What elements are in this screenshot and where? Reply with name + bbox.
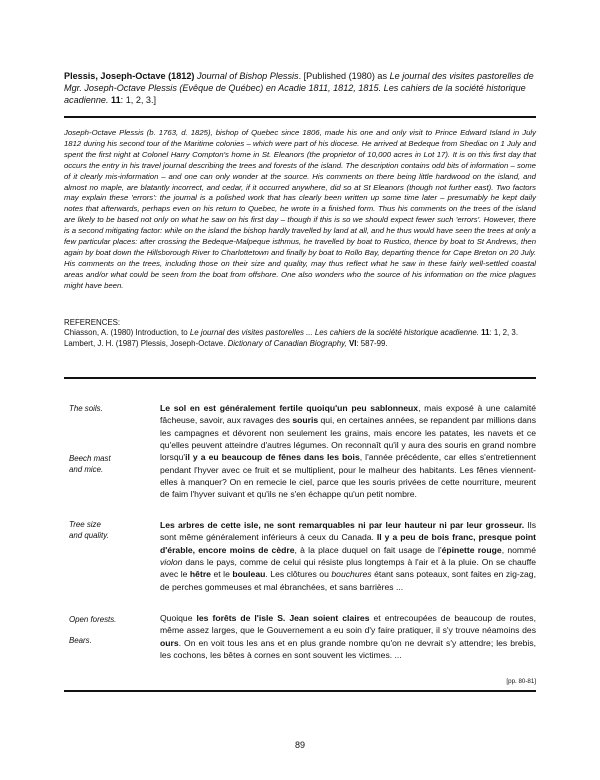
references-heading: REFERENCES: — [64, 318, 121, 327]
entry-header — [64, 70, 536, 107]
divider-bottom — [64, 690, 536, 692]
divider-top — [64, 116, 536, 118]
divider-middle — [64, 377, 536, 379]
text-block-soils: Le sol en est généralement fertile quoiqu'un peu sablonneux, mais exposé à une calamité fâcheuse, savoir, aux ravages des souris qui, en certaines années, se repandent par millions dans les campagnes et dévorent non seulement les grains, mais encore les patates, les navets et ce qu'elles peuvent atteindre d'autres légumes. On reconnaît qu'il y aura des souris en grand nombre lorsqu'il y a eu beaucoup de fênes dans les bois, l'année précédente, car elles s'entretiennent pendant l'hyver avec ce fruit et se multiplient, pour le malheur des habitants. Les fênes viennent-elles à manquer? On en remecie le ciel, parce que les souris privées de cette nourriture, meurent de faim l'hyver suivant et qu'ils ne s'en échappe qu'un petit nombre. — [160, 403, 536, 500]
margin-note-beech: Beech mast and mice. — [69, 454, 111, 474]
entry-title: Journal of Bishop Plessis — [196, 71, 299, 81]
entry-volume: 11 — [111, 95, 121, 106]
references — [64, 318, 536, 349]
page-number: 89 — [294, 740, 305, 750]
margin-note-forests: Open forests. — [69, 615, 117, 624]
entry-pub-title: Le journal des visites pastorelles de Mgr. Joseph-Octave Plessis (Evêque de Québec) en Acadie 1811, 1812, 1815. Les cahiers de la société historique acadienne. — [64, 71, 534, 106]
document-page — [64, 0, 536, 780]
margin-note-soils: The soils. — [69, 404, 103, 413]
editor-summary: Joseph-Octave Plessis (b. 1763, d. 1825), bishop of Quebec since 1806, made his one and only visit to Prince Edward Island in July 1812 during his second tour of the Maritime colonies – which were part of his diocese. He arrived at Bedeque from Shediac on 1 July and spent the first night at Colonel Harry Compton's home in St. Eleanors (the proprietor of 10,000 acres in Lot 17). It is on this first day that occurs the entry in his travel journal describing the trees and forests of the island. The description contains odd bits of information – some of it clearly mis-information – and one can only wonder at the source. His comments on there being little hardwood on the island, and almost no maple, are blatantly incorrect, and cedar, if it occurred anywhere, did so at St Eleanors (though not further east). Two factors may explain these 'errors': the journal is a polished work that has clearly been written up some time later – presumably he kept daily notes that afterwards, perhaps even on his return to Quebec, he wrote in a finished form. Thus his comments on the trees of the island are likely to be based not only on what he saw on his first day – though if this is so we should expect fewer such 'errors'. However, there is a second mitigating factor: while on the island the bishop hardly travelled by land at all, and he thus would have seen the trees at only a few particular places: after crossing the Bedeque-Malpeque isthmus, he travelled by boat to Rustico, thence by boat to St Andrews, then again by boat down the Hillsborough River to Charlottetown and finally by boat to Rollo Bay, departing thence for Cape Breton on 20 July. His comments on the trees, including those on their size and quality, may thus reflect what he saw in these fairly well-settled coastal areas and/or what could be seen from the boat from offshore. One also wonders who the source of his information on the mice plagues might have been. — [64, 128, 536, 290]
reference-item: Chiasson, A. (1980) Introduction, to Le journal des visites pastorelles ... Les cahiers de la société historique acadienne. 11: 1, 2, 3. — [64, 328, 519, 338]
text-block-forests: Quoique les forêts de l'isle S. Jean soient claires et entrecoupées de beaucoup de routes, même assez larges, que le Gouvernement a eu soin d'y faire pratiquer, il s'y trouve néamoins des ours. On en voit tous les ans et en plus grande nombre qu'on ne devrait s'y attendre; les brebis, les cochons, les bêtes à cornes en sont souvent les victimes. ... — [160, 613, 536, 661]
page-reference: [pp. 80-81] — [506, 678, 536, 685]
entry-author: Plessis, Joseph-Octave (1812) — [64, 71, 195, 81]
reference-item: Lambert, J. H. (1987) Plessis, Joseph-Octave. Dictionary of Canadian Biography, VI: 587-99. — [64, 338, 388, 348]
entry-issue: : 1, 2, 3.] — [120, 95, 157, 106]
entry-published: . [Published (1980) as — [298, 71, 390, 81]
text-block-trees: Les arbres de cette isle, ne sont remarquables ni par leur hauteur ni par leur grosseur. Ils sont même généralement inférieurs à ceux du Canada. Il y a peu de bois franc, presque point d'érable, encore moins de cèdre, à la place duquel on fait usage de l'épinette rouge, nommé violon dans le pays, comme de celui qui résiste plus longtemps à l'air et à la pluie. On se chauffe avec le hêtre et le bouleau. Les clôtures ou bouchures étant sans poteaux, sont faites en zig-zag, de perches gommeuses et mal ébranchées, et sans barrières ... — [160, 520, 536, 592]
margin-note-bears: Bears. — [69, 636, 92, 645]
margin-note-trees: Tree size and quality. — [69, 520, 109, 540]
